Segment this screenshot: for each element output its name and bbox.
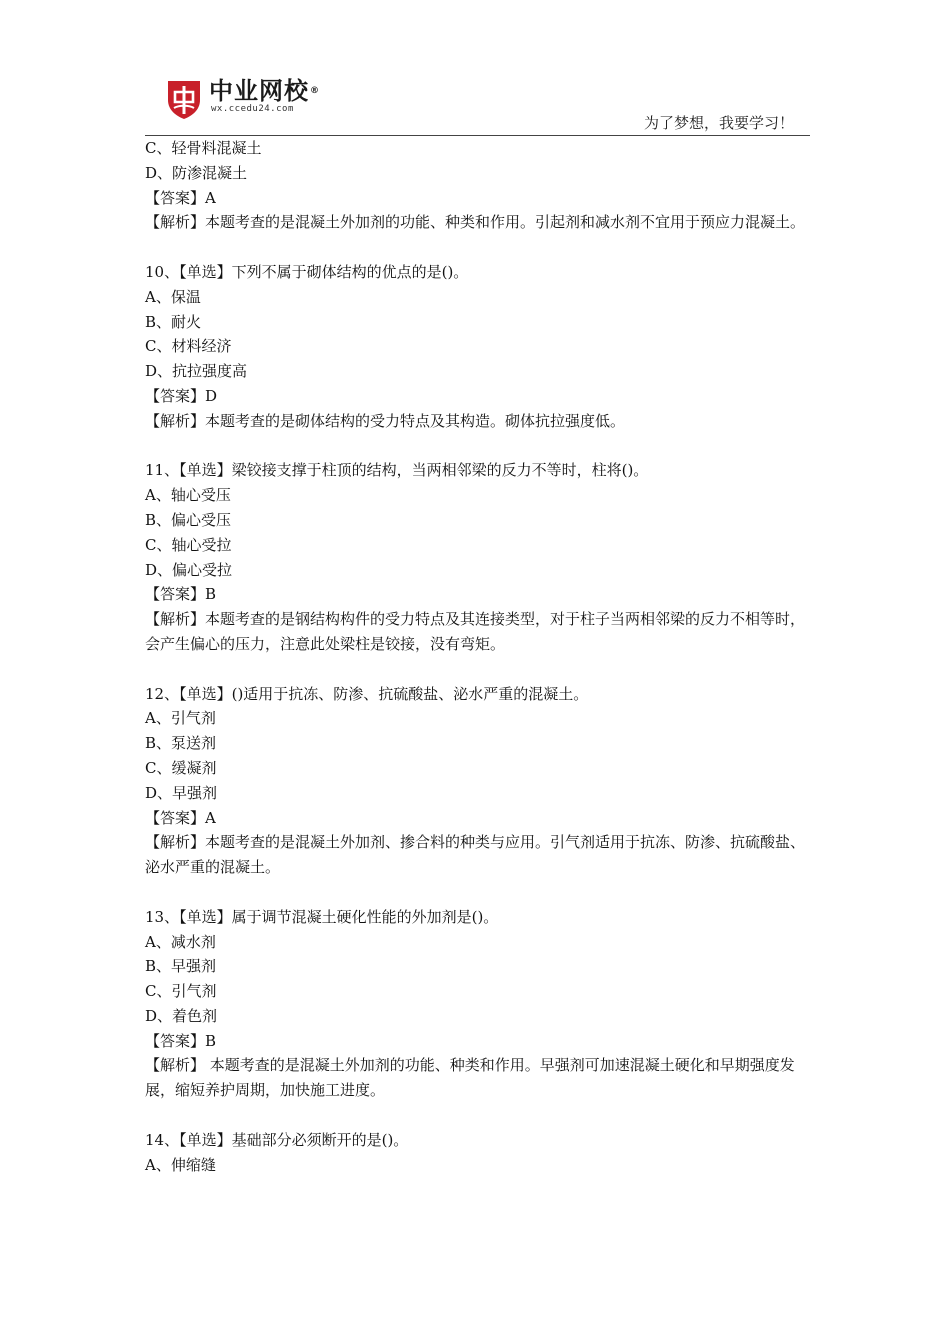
brand-name [209,78,320,104]
brand-name-text: 中业网校 [209,77,309,105]
option: C、轻骨料混凝土 [145,139,262,157]
brand-logo [165,78,320,120]
question-list [145,136,810,1177]
question-stem: 10、【单选】下列不属于砌体结构的优点的是()。 [145,262,469,281]
brand-url: wx.ccedu24.com [211,104,294,114]
option: B、耐火 [145,312,202,331]
question-13 [145,905,810,1103]
option: D、着色剂 [145,1006,218,1025]
question-stem: 13、【单选】属于调节混凝土硬化性能的外加剂是()。 [145,907,499,926]
page-header [145,70,810,136]
option: A、伸缩缝 [145,1155,216,1174]
question-12 [145,682,810,880]
option: D、早强剂 [145,783,218,802]
option: C、缓凝剂 [145,758,217,777]
option: A、引气剂 [145,709,216,728]
analysis: 【解析】本题考查的是混凝土外加剂的功能、种类和作用。引起剂和减水剂不宜用于预应力混凝土。 [145,213,806,232]
question-stem: 14、【单选】基础部分必须断开的是()。 [145,1130,409,1149]
option: A、轴心受压 [145,486,231,505]
question-stem: 11、【单选】梁铰接支撑于柱顶的结构，当两相邻梁的反力不等时，柱将()。 [145,461,649,480]
option: B、泵送剂 [145,734,217,753]
analysis: 【解析】本题考查的是混凝土外加剂、掺合料的种类与应用。引气剂适用于抗冻、防渗、抗硫酸盐、泌水严重的混凝土。 [145,833,806,877]
question-stem: 12、【单选】()适用于抗冻、防渗、抗硫酸盐、泌水严重的混凝土。 [145,684,589,703]
answer: 【答案】B [145,1031,217,1050]
registered-mark: ® [310,86,320,96]
option: D、防渗混凝土 [145,163,248,182]
carry-over-block [145,136,810,235]
option: C、材料经济 [145,337,232,356]
option: A、减水剂 [145,932,216,951]
question-11 [145,458,810,656]
analysis: 【解析】本题考查的是砌体结构的受力特点及其构造。砌体抗拉强度低。 [145,411,626,430]
question-10 [145,260,810,434]
answer: 【答案】B [145,585,217,604]
option: C、轴心受拉 [145,535,232,554]
option: D、偏心受拉 [145,560,233,579]
analysis: 【解析】本题考查的是钢结构构件的受力特点及其连接类型，对于柱子当两相邻梁的反力不相等时，会产生偏心的压力，注意此处梁柱是铰接，没有弯矩。 [145,610,806,653]
question-14 [145,1128,810,1178]
header-slogan: 为了梦想，我要学习！ [643,114,794,132]
shield-logo-icon [165,78,203,120]
option: D、抗拉强度高 [145,362,248,381]
analysis: 【解析】 本题考查的是混凝土外加剂的功能、种类和作用。早强剂可加速混凝土硬化和早期强度发展，缩短养护周期，加快施工进度。 [145,1056,795,1100]
answer: 【答案】A [145,808,216,827]
option: B、偏心受压 [145,510,232,529]
answer: 【答案】A [145,188,216,207]
option: A、保温 [145,287,201,306]
option: C、引气剂 [145,982,217,1001]
answer: 【答案】D [145,386,218,405]
option: B、早强剂 [145,957,217,976]
